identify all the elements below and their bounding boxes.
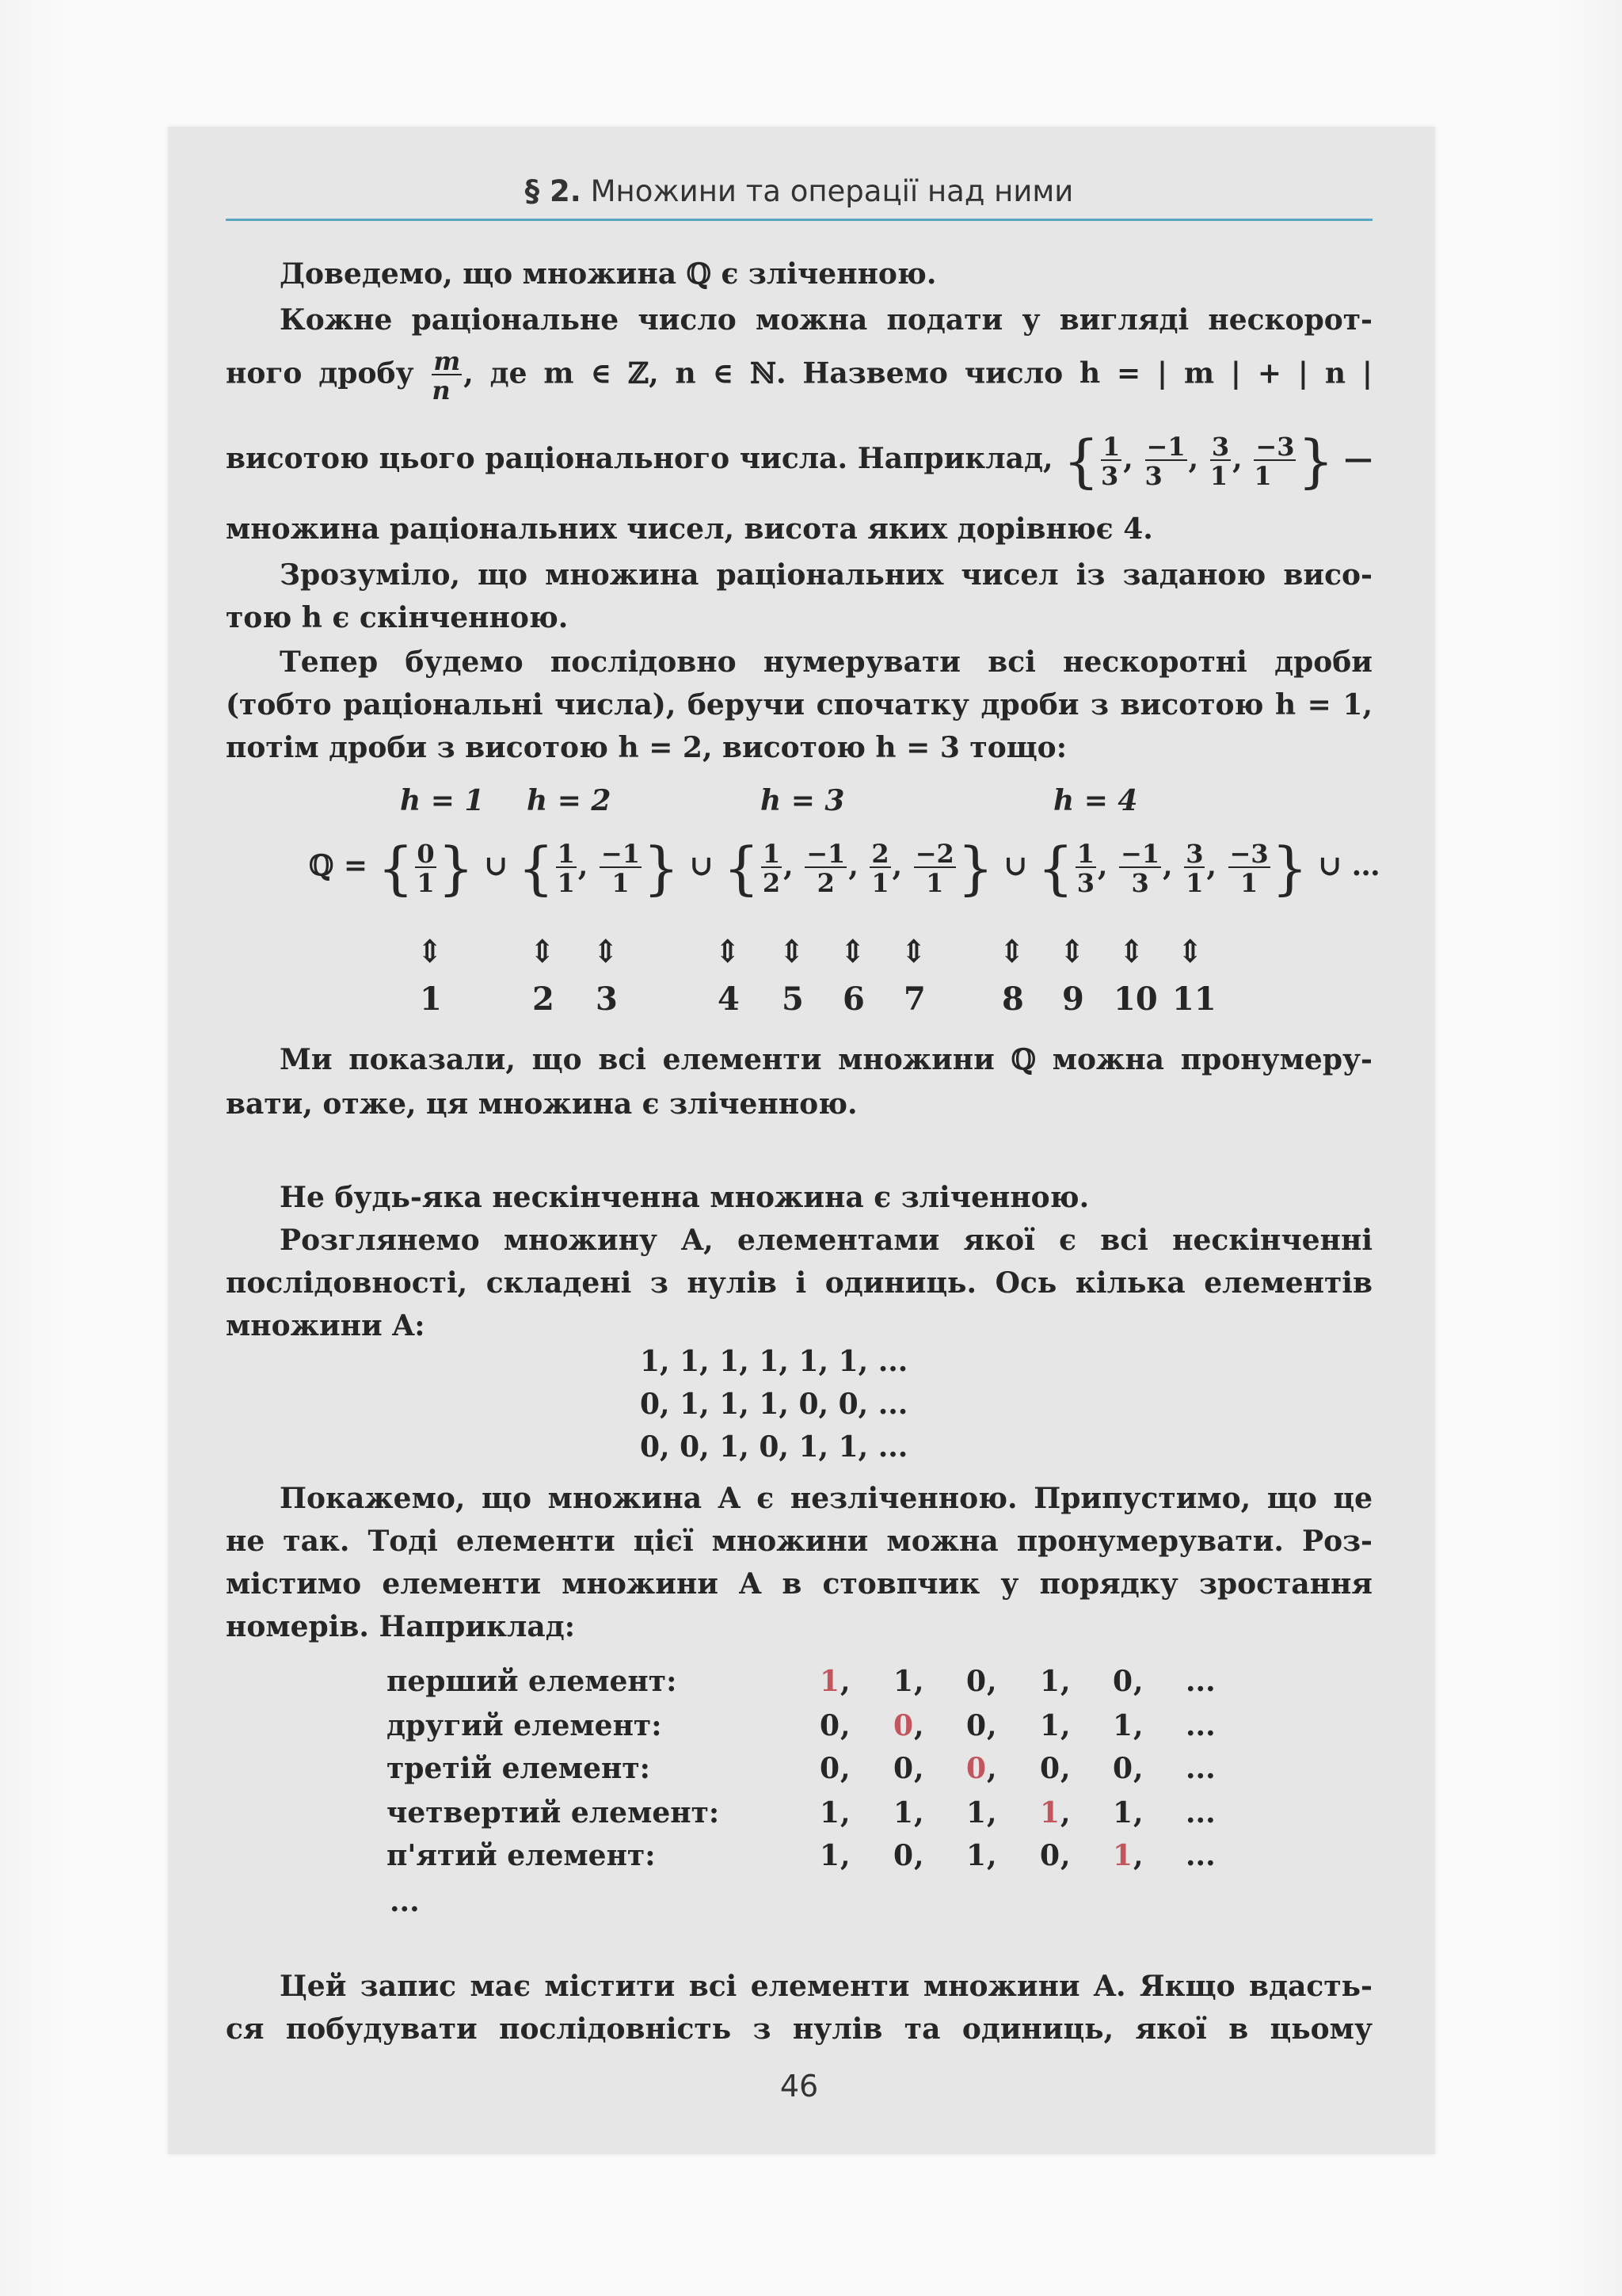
comma: , <box>1060 1752 1071 1785</box>
table-row-label: четвертий елемент: <box>386 1796 720 1830</box>
paragraph-line: вати, отже, ця множина є зліченною. <box>226 1087 858 1121</box>
table-digit: 0 <box>1040 1839 1060 1872</box>
section-title: Множини та операції над ними <box>590 174 1074 208</box>
comma: , <box>987 1709 997 1742</box>
enumeration-number: 4 <box>718 980 740 1018</box>
comma: , <box>1060 1665 1071 1698</box>
table-digit: 0 <box>966 1709 987 1742</box>
table-digit: 0 <box>893 1752 914 1785</box>
fraction: $\frac{1}{3}$ <box>1101 431 1121 491</box>
paragraph-line: ся побудувати послідовність з нулів та одиниць, якої в цьому <box>226 2012 1373 2046</box>
enumeration-number: 7 <box>904 980 926 1018</box>
fraction: $\frac{-1}{3}$ <box>1144 431 1186 491</box>
table-digit: 1 <box>820 1796 840 1830</box>
height-label: h = 1 <box>400 784 485 817</box>
table-digit: 0 <box>966 1665 987 1698</box>
comma: , <box>914 1839 924 1872</box>
row-ellipsis: ... <box>1186 1709 1216 1742</box>
text-fragment: ного дробу <box>226 356 414 390</box>
table-digit: 1 <box>893 1665 914 1698</box>
table-row-label: третій елемент: <box>386 1752 650 1785</box>
paragraph-line: Зрозуміло, що множина раціональних чисел із заданою висо- <box>280 558 1373 592</box>
comma: , <box>1133 1796 1144 1830</box>
paragraph-line: Доведемо, що множина ℚ є зліченною. <box>280 257 937 291</box>
updown-arrow-icon: ⇕ <box>1059 933 1086 970</box>
enumeration-number: 1 <box>420 980 442 1018</box>
diagonal-digit: 0 <box>893 1709 914 1742</box>
table-digit: 0 <box>1113 1752 1133 1785</box>
updown-arrow-icon: ⇕ <box>900 933 927 970</box>
comma: , <box>987 1796 997 1830</box>
comma: , <box>1133 1839 1144 1872</box>
comma: , <box>914 1752 924 1785</box>
table-digit: 0 <box>820 1709 840 1742</box>
sequence: 1, 1, 1, 1, 1, 1, ... <box>640 1345 908 1378</box>
table-digit: 1 <box>1040 1709 1060 1742</box>
paragraph-line: Ми показали, що всі елементи множини ℚ можна пронумеру- <box>280 1043 1373 1076</box>
diagonal-digit: 0 <box>966 1752 987 1785</box>
fraction: $\frac{-3}{1}$ <box>1254 431 1295 491</box>
paragraph-line <box>226 346 1373 406</box>
paragraph-line: Цей запис має містити всі елементи множини A. Якщо вдасть- <box>280 1970 1373 2003</box>
comma: , <box>1133 1752 1144 1785</box>
row-ellipsis: ... <box>1186 1665 1216 1698</box>
comma: , <box>840 1796 851 1830</box>
table-digit: 0 <box>1113 1665 1133 1698</box>
diagonal-digit: 1 <box>1113 1839 1133 1872</box>
comma: , <box>1060 1839 1071 1872</box>
table-digit: 1 <box>966 1796 987 1830</box>
updown-arrow-icon: ⇕ <box>840 933 866 970</box>
table-digit: 0 <box>893 1839 914 1872</box>
comma: , <box>1060 1709 1071 1742</box>
comma: , <box>1060 1796 1071 1830</box>
table-more-ellipsis: ... <box>390 1885 420 1918</box>
table-digit: 1 <box>1113 1796 1133 1830</box>
paragraph-line: номерів. Наприклад: <box>226 1610 576 1643</box>
comma: , <box>914 1665 924 1698</box>
paragraph-line: містимо елементи множини A в стовпчик у порядку зростання <box>226 1567 1373 1601</box>
updown-arrow-icon: ⇕ <box>592 933 619 970</box>
comma: , <box>987 1665 997 1698</box>
comma: , <box>840 1752 851 1785</box>
table-row-label: перший елемент: <box>386 1665 677 1698</box>
paragraph-line: Тепер будемо послідовно нумерувати всі нескоротні дроби <box>280 645 1373 679</box>
updown-arrow-icon: ⇕ <box>417 933 444 970</box>
enumeration-number: 3 <box>596 980 618 1018</box>
paragraph-line: Покажемо, що множина A є незліченною. Припустимо, що це <box>280 1482 1373 1515</box>
updown-arrow-icon: ⇕ <box>1177 933 1204 970</box>
paragraph-line: (тобто раціональні числа), беручи спочатку дроби з висотою h = 1, <box>226 688 1373 722</box>
text-fragment: , де m ∈ ℤ, n ∈ ℕ. Назвемо число h = | m | + | n | <box>463 356 1373 390</box>
running-header <box>226 168 1373 221</box>
table-digit: 0 <box>820 1752 840 1785</box>
height-label: h = 4 <box>1053 784 1138 817</box>
text-fragment: — <box>1343 442 1373 475</box>
diagonal-digit: 1 <box>1040 1796 1060 1830</box>
enumeration-number: 6 <box>843 980 865 1018</box>
comma: , <box>914 1796 924 1830</box>
paragraph-line: Розглянемо множину A, елементами якої є всі нескінченні <box>280 1224 1373 1257</box>
table-digit: 1 <box>1113 1709 1133 1742</box>
paragraph-line: множина раціональних чисел, висота яких дорівнює 4. <box>226 512 1153 546</box>
paragraph-line: Не будь-яка нескінченна множина є зліченною. <box>280 1181 1090 1214</box>
comma: , <box>987 1752 997 1785</box>
enumeration-number: 5 <box>782 980 804 1018</box>
comma: , <box>987 1839 997 1872</box>
paragraph-line: висотою цього раціонального числа. Наприклад, { $\frac{1}{3}$ , $\frac{-1}{3}$ , $\frac{3}{1}$ , $\frac{-3}{1}$ } — <box>226 428 1373 494</box>
comma: , <box>840 1665 851 1698</box>
updown-arrow-icon: ⇕ <box>1118 933 1145 970</box>
table-digit: 0 <box>1040 1752 1060 1785</box>
table-row-label: п'ятий елемент: <box>386 1839 656 1872</box>
table-digit: 1 <box>966 1839 987 1872</box>
sequence: 0, 0, 1, 0, 1, 1, ... <box>640 1430 908 1464</box>
updown-arrow-icon: ⇕ <box>779 933 805 970</box>
table-row-label: другий елемент: <box>386 1709 662 1742</box>
enumeration-number: 10 <box>1114 980 1158 1018</box>
table-digit: 1 <box>820 1839 840 1872</box>
updown-arrow-icon: ⇕ <box>714 933 741 970</box>
paragraph-line: не так. Тоді елементи цієї множини можна пронумерувати. Роз- <box>226 1525 1373 1558</box>
comma: , <box>1133 1709 1144 1742</box>
enumeration-number: 8 <box>1002 980 1024 1018</box>
height-label: h = 2 <box>527 784 611 817</box>
text-fragment: висотою цього раціонального числа. Наприклад, <box>226 442 1053 475</box>
paragraph-line: послідовності, складені з нулів і одиниць. Ось кілька елементів <box>226 1266 1373 1300</box>
page-sheet <box>168 127 1435 2154</box>
paragraph-line: множини A: <box>226 1309 425 1342</box>
enumeration-set: ℚ = { $\frac{0}{1}$ } ∪ { $\frac{1}{1}$ , $\frac{-1}{1}$ } ∪ { $\frac{1}{2}$ , $\frac{-1}{2}$ , $\frac{2}{1}$ , $\frac{-2}{1}$ } ∪ { $\frac{1}{3}$ , $\frac{-1}{3}$ , $\frac{3}{1}$ , $\frac{-3}{1}$ } ∪ … <box>309 835 1380 901</box>
enumeration-number: 2 <box>532 980 554 1018</box>
enumeration-number: 11 <box>1172 980 1216 1018</box>
enumeration-number: 9 <box>1062 980 1084 1018</box>
comma: , <box>914 1709 924 1742</box>
section-number: § 2. <box>524 174 581 208</box>
paragraph-line: тою h є скінченною. <box>226 601 569 634</box>
updown-arrow-icon: ⇕ <box>529 933 556 970</box>
sequence: 0, 1, 1, 1, 0, 0, ... <box>640 1388 908 1421</box>
updown-arrow-icon: ⇕ <box>999 933 1026 970</box>
height-label: h = 3 <box>760 784 845 817</box>
comma: , <box>840 1709 851 1742</box>
fraction-m-over-n: $\frac{m}{n}$ <box>432 346 461 406</box>
row-ellipsis: ... <box>1186 1796 1216 1830</box>
q-symbol: ℚ = <box>309 849 368 882</box>
diagonal-digit: 1 <box>820 1665 840 1698</box>
paragraph-line: потім дроби з висотою h = 2, висотою h = 3 тощо: <box>226 731 1067 764</box>
table-digit: 1 <box>1040 1665 1060 1698</box>
row-ellipsis: ... <box>1186 1839 1216 1872</box>
comma: , <box>1133 1665 1144 1698</box>
comma: , <box>840 1839 851 1872</box>
paragraph-line: Кожне раціональне число можна подати у вигляді нескорот- <box>280 303 1373 337</box>
table-digit: 1 <box>893 1796 914 1830</box>
fraction: $\frac{3}{1}$ <box>1209 431 1230 491</box>
row-ellipsis: ... <box>1186 1752 1216 1785</box>
page-number: 46 <box>779 2069 819 2104</box>
